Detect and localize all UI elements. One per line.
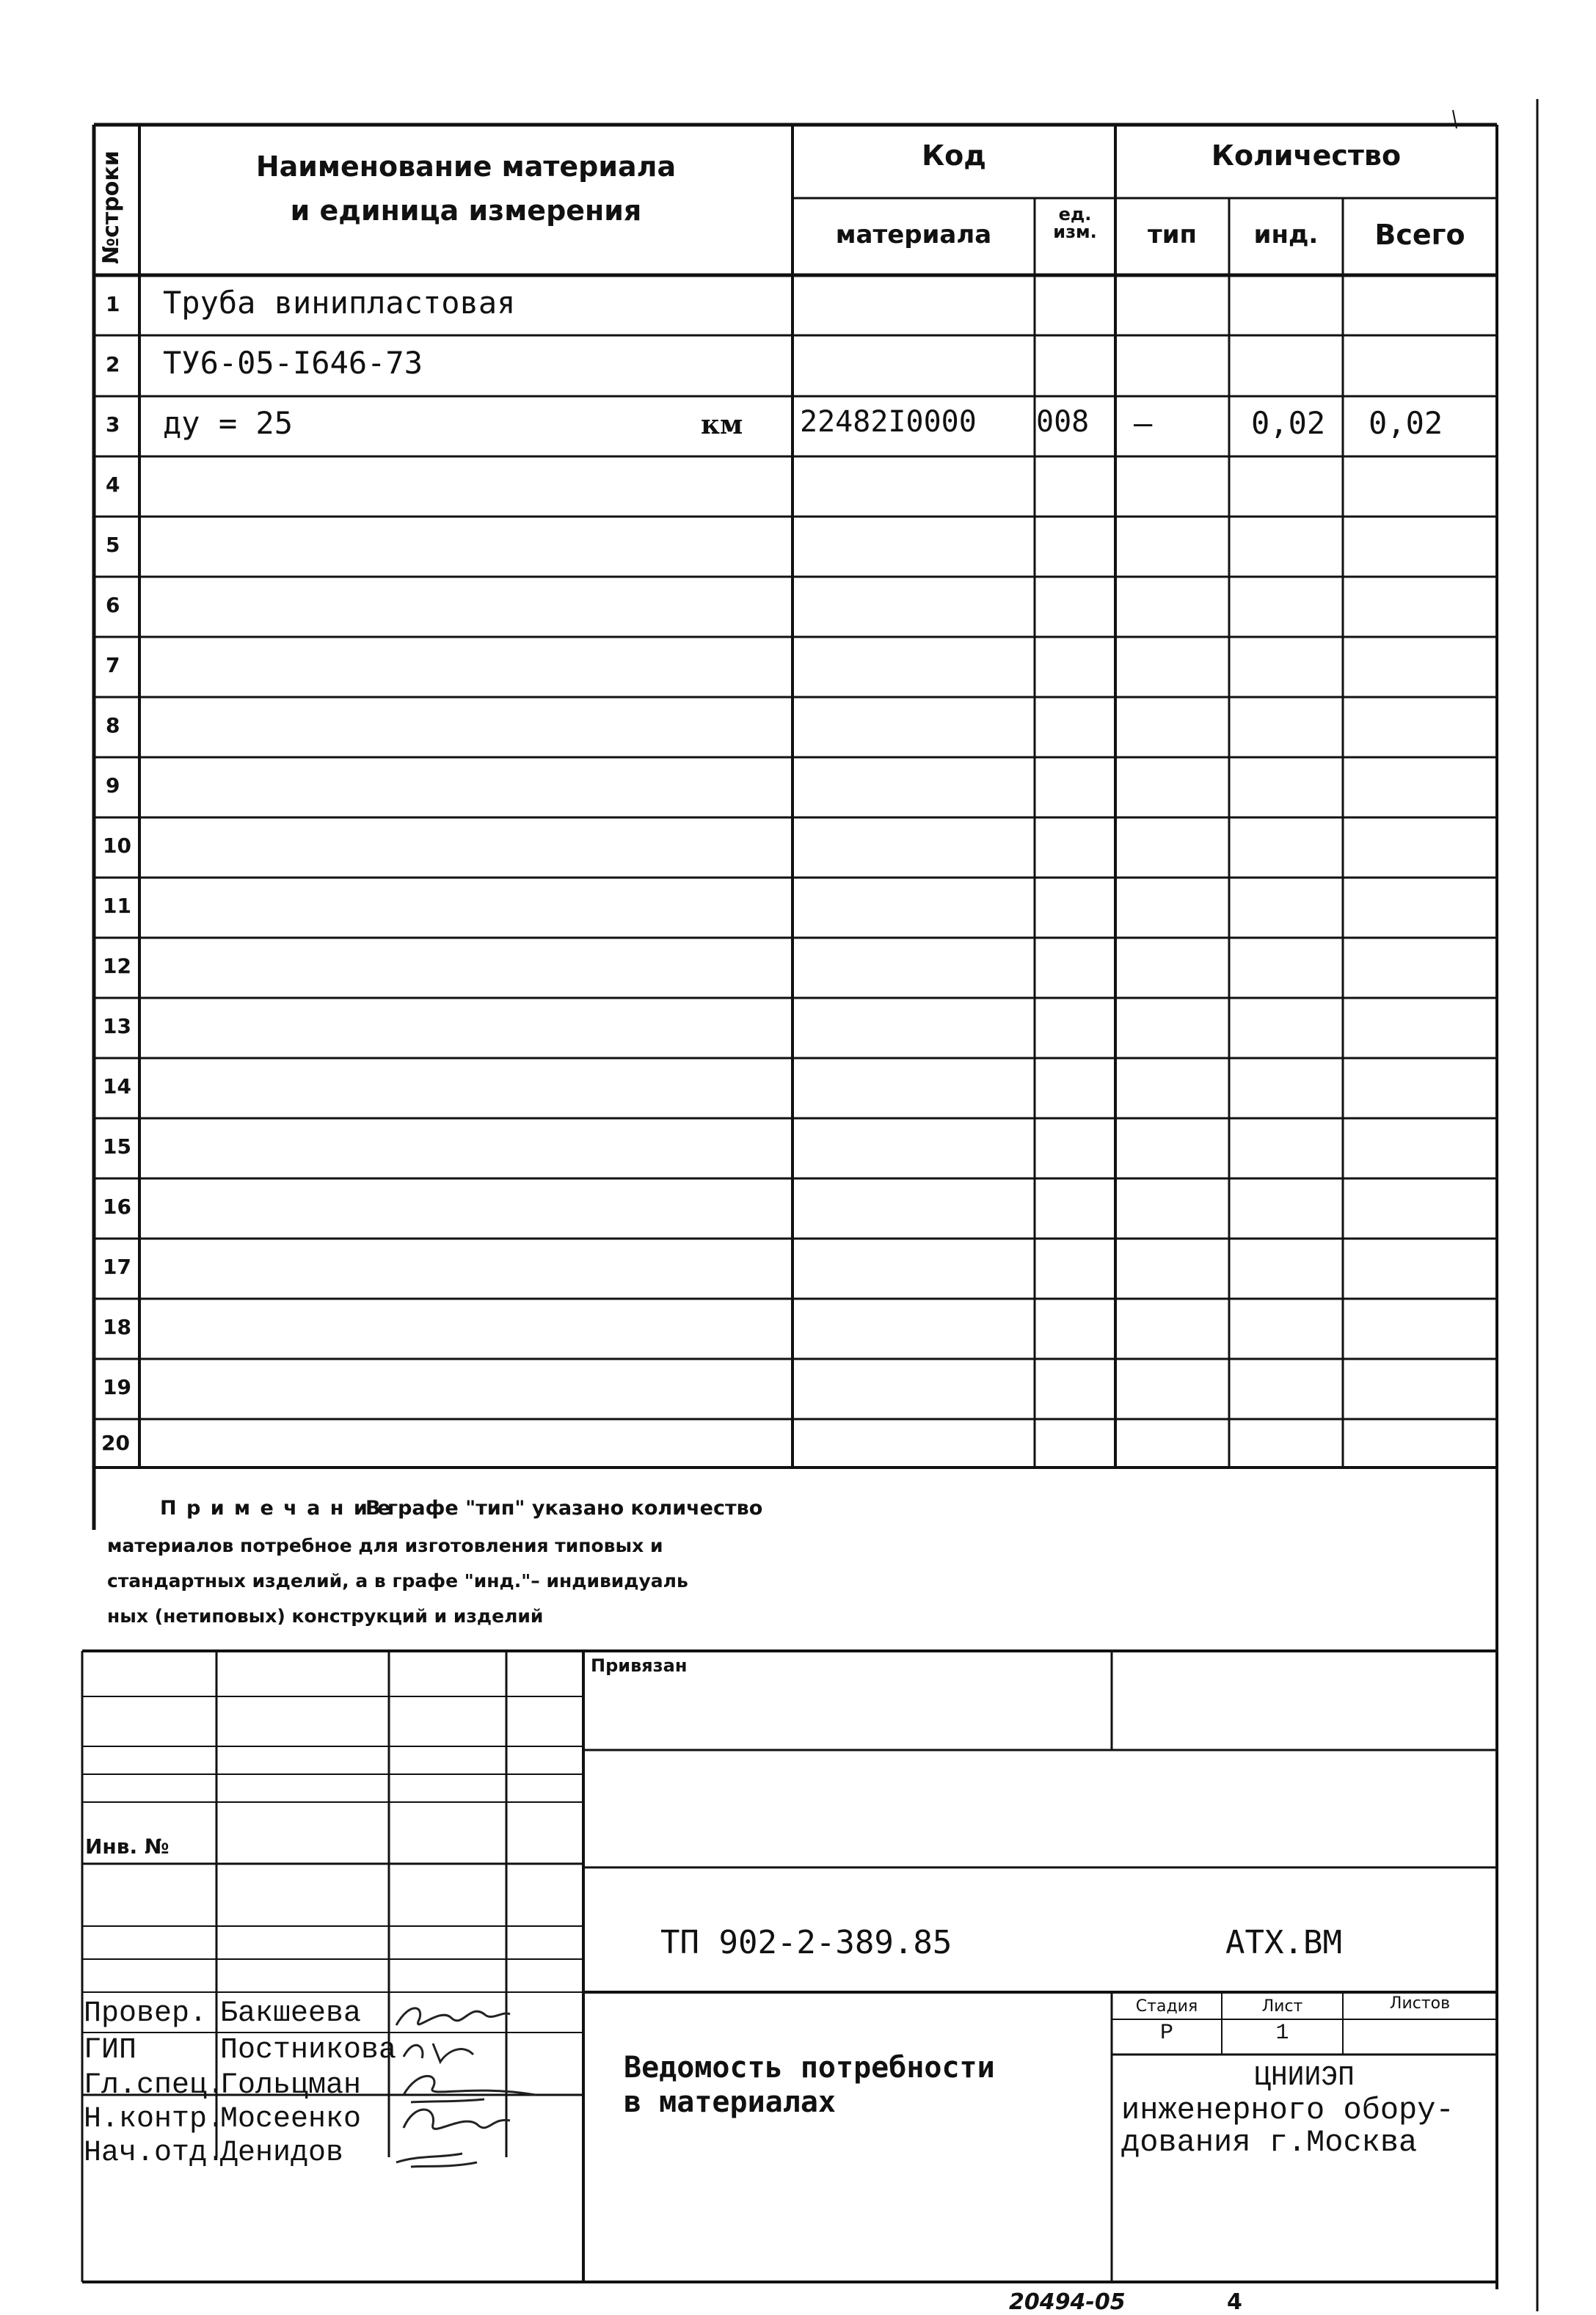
row-number: 16 [103, 1195, 131, 1219]
quantity-ind-cell: 0,02 [1251, 405, 1326, 441]
row-number: 19 [103, 1375, 131, 1399]
row-number: 13 [103, 1014, 131, 1038]
column-header-code-material: материала [835, 220, 992, 249]
signer-name: Денидов [220, 2137, 344, 2170]
column-header-name-line1: Наименование материала [255, 150, 677, 183]
signer-role: Н.контр. [84, 2103, 225, 2136]
material-unit-name-cell: км [701, 409, 743, 440]
row-number: 12 [103, 954, 131, 978]
signer-name: Бакшеева [220, 1997, 362, 2030]
row-number: 2 [106, 352, 120, 376]
row-number: 10 [103, 834, 131, 858]
sheets-label: Листов [1389, 1994, 1451, 2013]
column-header-row-number: №строки [98, 150, 124, 264]
row-number: 18 [103, 1315, 131, 1339]
quantity-type-cell: – [1134, 405, 1153, 441]
signer-role: Провер. [84, 1997, 208, 2030]
document-title-line1: Ведомость потребности [624, 2051, 995, 2085]
sheet-label: Лист [1261, 1997, 1303, 2016]
row-number: 14 [103, 1074, 131, 1098]
row-number: 1 [106, 292, 120, 316]
column-header-quantity-type: тип [1147, 220, 1198, 249]
signer-name: Гольцман [220, 2069, 362, 2102]
column-header-name-line2: и единица измерения [290, 194, 642, 227]
row-number: 4 [106, 473, 120, 497]
row-number: 6 [106, 593, 120, 617]
signer-name: Постникова [220, 2034, 397, 2067]
inventory-number-label: Инв. № [85, 1834, 170, 1859]
attached-label: Привязан [591, 1655, 688, 1676]
row-number: 11 [103, 894, 131, 918]
handwritten-signatures [382, 1992, 550, 2176]
stage-label: Стадия [1135, 1997, 1198, 2016]
page-number: 4 [1227, 2289, 1242, 2315]
document-title-line2: в материалах [624, 2085, 836, 2119]
material-name-cell: ду = 25 [163, 405, 294, 441]
archive-number: 20494-05 [1009, 2289, 1126, 2315]
row-number: 3 [106, 412, 120, 437]
organization-line2: инженерного обору- [1121, 2093, 1454, 2128]
document-mark: АТХ.ВМ [1225, 1924, 1342, 1961]
row-number: 9 [106, 773, 120, 798]
signer-role: Нач.отд. [84, 2137, 225, 2170]
column-header-quantity-total: Всего [1374, 219, 1465, 251]
quantity-total-cell: 0,02 [1369, 405, 1443, 441]
signer-role: ГИП [84, 2034, 137, 2067]
column-header-quantity-ind: инд. [1253, 220, 1319, 249]
note-text-line2: материалов потребное для изготовления типовых и [107, 1535, 663, 1556]
column-header-code: Код [922, 139, 986, 172]
row-number: 20 [101, 1431, 130, 1455]
document-code: ТП 902-2-389.85 [660, 1924, 952, 1961]
note-text-line4: ных (нетиповых) конструкций и изделий [107, 1605, 544, 1627]
material-name-cell: Труба винипластовая [163, 285, 516, 321]
material-code-cell: 22482I0000 [800, 405, 977, 439]
stage-value: Р [1159, 2021, 1173, 2046]
column-header-code-unit: ед. изм. [1053, 204, 1097, 242]
note-label: П р и м е ч а н и е [160, 1497, 393, 1520]
note-text-line3: стандартных изделий, а в графе "инд."– индивидуаль [107, 1570, 688, 1592]
row-number: 15 [103, 1134, 131, 1159]
sheet-value: 1 [1275, 2021, 1289, 2046]
organization-line3: дования г.Москва [1121, 2125, 1418, 2160]
row-number: 5 [106, 533, 120, 557]
organization-line1: ЦНИИЭП [1254, 2062, 1355, 2093]
material-name-cell: ТУ6-05-I646-73 [163, 345, 423, 381]
row-number: 17 [103, 1255, 131, 1279]
signer-name: Мосеенко [220, 2103, 362, 2136]
column-header-quantity: Количество [1211, 139, 1402, 172]
signer-role: Гл.спец. [84, 2069, 225, 2102]
row-number: 8 [106, 713, 120, 737]
unit-code-cell: 008 [1036, 405, 1090, 439]
row-number: 7 [106, 653, 120, 677]
note-text-line1: В графе "тип" указано количество [365, 1497, 763, 1520]
